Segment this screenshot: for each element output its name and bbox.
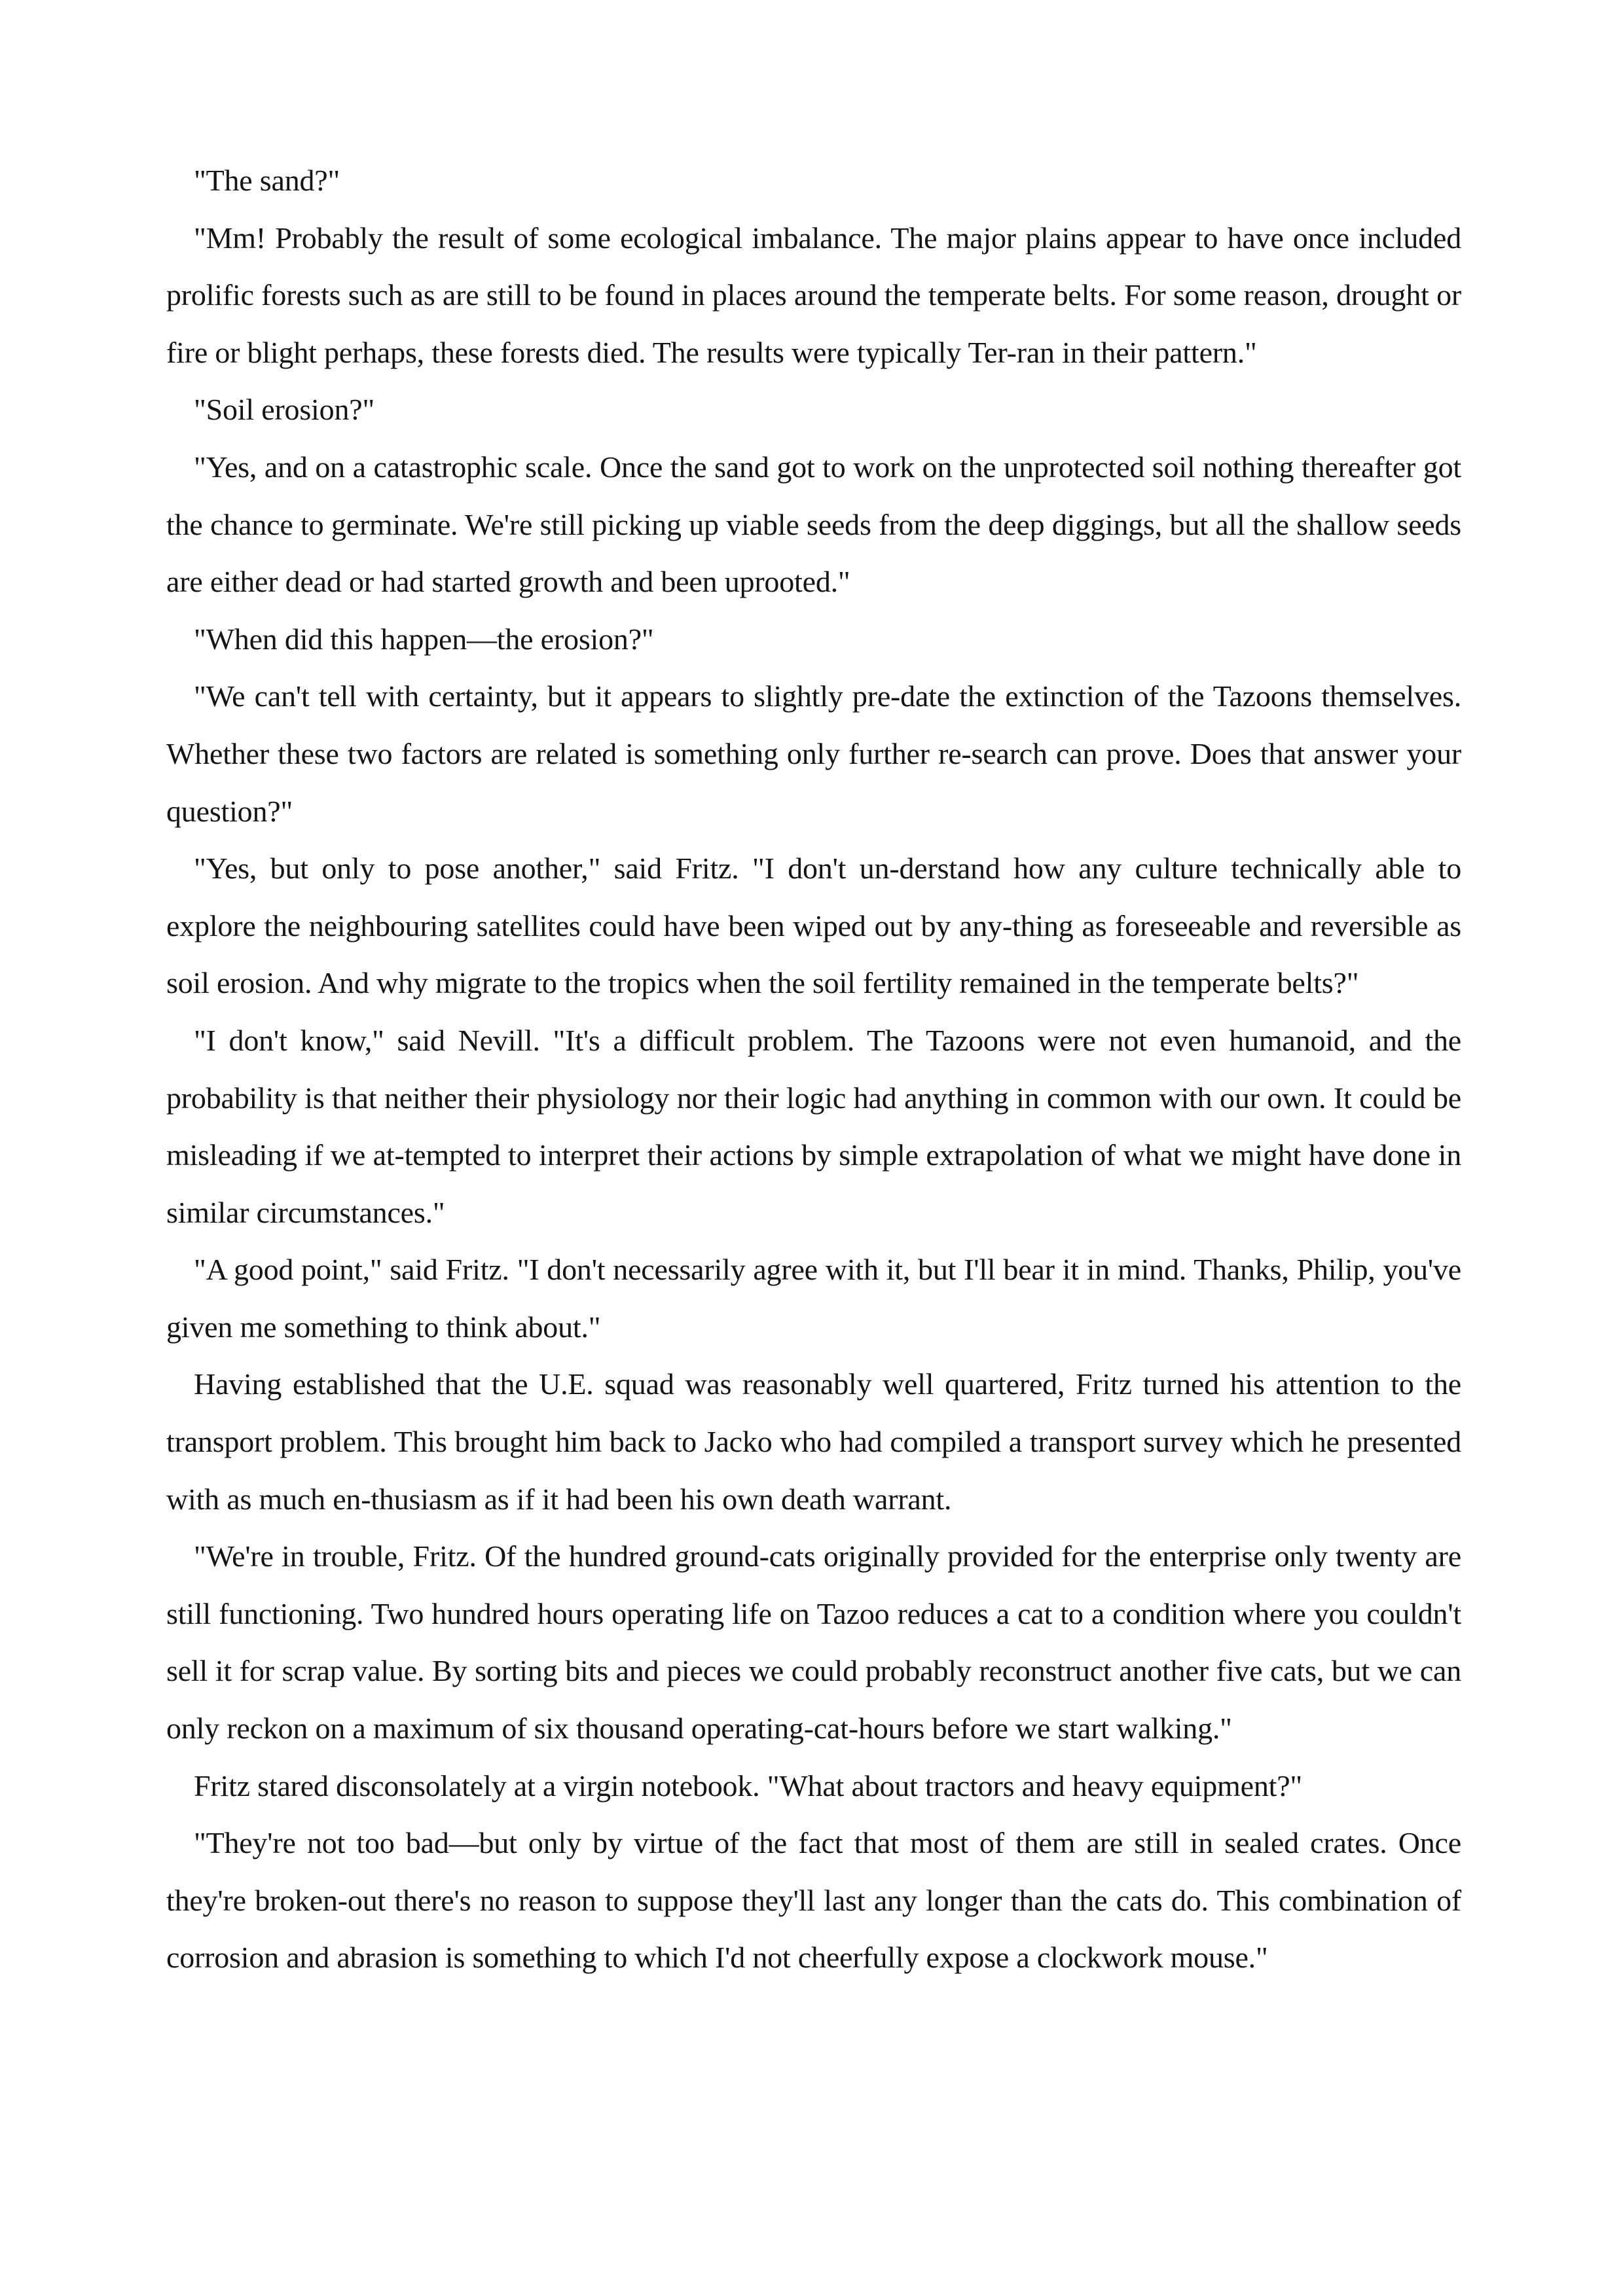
paragraph: "When did this happen—the erosion?" bbox=[194, 622, 654, 656]
paragraph: "We're in trouble, Fritz. Of the hundred ground-cats originally provided for the enterprise only twenty are still functioning. Two hundred hours operating life on Tazoo reduces a cat to a condition where you couldn't sell it for scrap value. By sorting bits and pieces we could probably reconstruct another five cats, but we can only reckon on a maximum of six thousand operating-cat-hours before we start walking." bbox=[166, 1539, 1461, 1746]
paragraph: "We can't tell with certainty, but it appears to slightly pre-date the extinction of the Tazoons themselves. Whether these two factors are related is something only further re-search can prove. Does that answer your question?" bbox=[166, 679, 1461, 828]
paragraph: Having established that the U.E. squad was reasonably well quartered, Fritz turned his attention to the transport problem. This brought him back to Jacko who had compiled a transport survey which he presented with as much en-thusiasm as if it had been his own death warrant. bbox=[166, 1367, 1461, 1516]
page-body bbox=[166, 152, 1461, 1986]
paragraph: "A good point," said Fritz. "I don't necessarily agree with it, but I'll bear it in mind. Thanks, Philip, you've given me something to think about." bbox=[166, 1253, 1461, 1344]
paragraph: "The sand?" bbox=[194, 164, 340, 197]
paragraph: "They're not too bad—but only by virtue of the fact that most of them are still in sealed crates. Once they're broken-out there's no reason to suppose they'll last any longer than the cats do. This combination of corrosion and abrasion is something to which I'd not cheerfully expose a clockwork mouse." bbox=[166, 1826, 1461, 1975]
paragraph: "Yes, and on a catastrophic scale. Once the sand got to work on the unprotected soil nothing thereafter got the chance to germinate. We're still picking up viable seeds from the deep diggings, but all the shallow seeds are either dead or had started growth and been uprooted." bbox=[166, 450, 1461, 599]
paragraph: "I don't know," said Nevill. "It's a difficult problem. The Tazoons were not even humanoid, and the probability is that neither their physiology nor their logic had anything in common with our own. It could be misleading if we at-tempted to interpret their actions by simple extrapolation of what we might have done in similar circumstances." bbox=[166, 1023, 1461, 1229]
paragraph: Fritz stared disconsolately at a virgin notebook. "What about tractors and heavy equipment?" bbox=[194, 1768, 1302, 1803]
paragraph: "Yes, but only to pose another," said Fritz. "I don't un-derstand how any culture technically able to explore the neighbouring satellites could have been wiped out by any-thing as foreseeable and reversible as soil erosion. And why migrate to the tropics when the soil fertility remained in the temperate belts?" bbox=[166, 852, 1461, 1000]
paragraph: "Soil erosion?" bbox=[194, 393, 375, 427]
paragraph: "Mm! Probably the result of some ecological imbalance. The major plains appear to have once included prolific forests such as are still to be found in places around the temperate belts. For some reason, drought or fire or blight perhaps, these forests died. The results were typically Ter-ran in their pattern." bbox=[166, 221, 1461, 369]
